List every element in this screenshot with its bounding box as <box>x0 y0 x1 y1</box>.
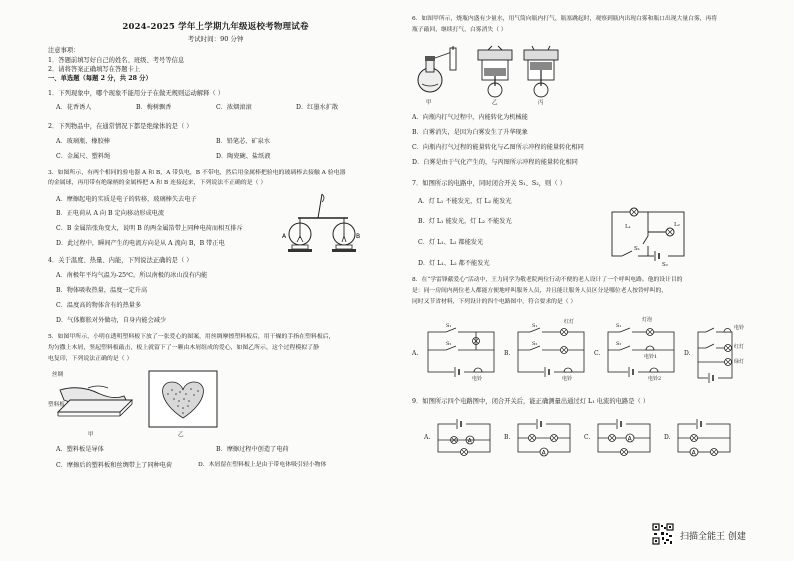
q8-letter-c: C. <box>594 350 601 357</box>
q2-option-a: A．玻璃瓶、橡胶棒 <box>56 138 110 145</box>
scanner-watermark <box>652 523 792 547</box>
q4-option-a: A．南极年平均气温为-25℃，所以南极的冰山没有内能 <box>56 272 208 279</box>
q4-option-c: C．温度高的物体含有的热量多 <box>56 302 142 309</box>
q8-a-s1: S₁ <box>446 323 452 329</box>
q8-stem-line-2: 是：同一房间内两位老人都能方便地呼叫服务人员，并且能让服务人员区分是哪位老人按铃呼叫的， <box>412 288 668 294</box>
q8-a-s2: S₂ <box>446 341 452 347</box>
svg-text:A: A <box>467 437 472 445</box>
q8-b-s1: S₁ <box>532 323 538 329</box>
q9-circuit-b <box>514 418 574 460</box>
section-heading: 一、单选题（每题 2 分，共 28 分） <box>48 75 152 82</box>
q9-letter-a: A. <box>424 434 431 441</box>
q6-stem-line-2: 瓶子敲回，继续打气，白雾消失（ ） <box>412 27 507 33</box>
q4-option-b: B．物体吸收热量，温度一定升高 <box>56 287 148 294</box>
q5-label-board: 塑料板 <box>48 402 65 408</box>
q8-c-lamp: 灯泡 <box>642 317 653 323</box>
q5-stem-line-2: 均匀撒上木屑，竖起塑料板敲击，板上就留下了一颗由木屑组成的爱心，如图乙所示，这个过程模拟了静 <box>48 345 319 351</box>
q8-c-s2: S₂ <box>616 341 622 347</box>
left-column <box>48 14 383 544</box>
q7-label-s2: S₂ <box>662 262 668 268</box>
q8-letter-b: B. <box>504 350 511 357</box>
q6-stem-line-1: 6．如图甲所示，烧瓶内盛有少量水，用气筒向瓶内打气，瓶塞跳起时，观察到瓶内出现白雾和瓶口出现大量白雾，再将 <box>412 16 718 22</box>
q8-circuit-c <box>604 328 678 380</box>
q8-c-s1: S₁ <box>616 323 622 329</box>
right-column <box>412 14 757 534</box>
qr-code-icon <box>652 523 674 545</box>
q2-option-b: B．铅笔芯、矿泉水 <box>216 138 271 145</box>
q8-c-bell1: 电铃1 <box>644 354 658 360</box>
q3-option-c: C．B 金属箔张角变大，说明 B 的两金属箔带上同种电荷而相互排斥 <box>56 225 243 232</box>
svg-text:A: A <box>541 449 546 457</box>
q9-stem: 9．如图所示四个电路图中，闭合开关后，能正确测量出通过灯 L₁ 电流的电路是（ ） <box>412 398 650 405</box>
q4-stem: 4．关于温度、热量、内能，下列说法正确的是（ ） <box>48 257 193 264</box>
q8-b-bell: 电铃 <box>562 376 573 382</box>
q9-letter-b: B. <box>504 434 511 441</box>
q1-option-d: D．红墨水扩散 <box>296 104 339 111</box>
svg-text:A: A <box>282 233 287 240</box>
q2-option-d: D．陶瓷碗、盐纸液 <box>216 153 271 160</box>
q7-option-d: D．灯 L₁、L₂ 都不能发光 <box>418 260 490 267</box>
q8-c-bell2: 电铃2 <box>648 376 662 382</box>
svg-text:B: B <box>356 233 361 240</box>
q3-option-d: D．此过程中，瞬间产生的电流方向是从 A 流向 B，B 带正电 <box>56 240 225 247</box>
q5-label-jia: 甲 <box>88 432 94 438</box>
q7-circuit <box>608 204 692 264</box>
q6-option-d: D．白雾是由于气化产生的，与丙图所示冲程的能量转化相同 <box>412 159 578 166</box>
q7-label-l2: L₂ <box>674 222 680 228</box>
q6-option-b: B．白雾消失，是因为白雾发生了升华现象 <box>412 129 528 136</box>
q9-circuit-a <box>434 418 494 460</box>
q8-circuit-b <box>514 328 588 380</box>
svg-text:A: A <box>691 449 696 457</box>
svg-text:A: A <box>627 435 632 443</box>
q8-stem-line-3: 同时又节省材料，下列设计的四个电路图中，符合要求的是（ ） <box>412 299 577 305</box>
q4-option-d: D．气体膨胀对外做功，自身内能会减少 <box>56 317 167 324</box>
q6-label-bing: 丙 <box>538 100 544 106</box>
q7-option-c: C．灯 L₁、L₂ 都能发光 <box>418 239 484 246</box>
q3-stem-line-1: 3．如图所示，有两个相同的验电器 A 和 B，A 带负电，B 不带电，然后用金属棒把验电的玻璃棒去接触 A 验电器 <box>48 170 346 176</box>
q8-letter-a: A. <box>412 350 419 357</box>
q1-option-b: B．梅树飘香 <box>136 104 172 111</box>
q5-label-yi: 乙 <box>178 432 184 438</box>
q7-label-s1: S₁ <box>634 246 640 252</box>
q9-letter-c: C. <box>584 434 591 441</box>
exam-title: 2024-2025 学年上学期九年级返校考物理试卷 <box>122 22 309 32</box>
q6-label-yi: 乙 <box>492 100 498 106</box>
q8-d-red: 红灯 <box>734 344 745 350</box>
q6-engine-yi-figure <box>474 46 516 98</box>
q3-stem-line-2: 的金属球，再用带有绝缘柄的金属棒把 A 和 B 连接起来，下列说法不正确的是（ ） <box>48 180 267 186</box>
q5-option-a: A．塑料板是导体 <box>56 446 104 453</box>
q6-option-a: A．向瓶内打气过程中，内能转化为机械能 <box>412 114 528 121</box>
q7-stem: 7．如图所示的电路中，同时闭合开关 S₁、S₂，则（ ） <box>412 180 566 187</box>
q7-option-b: B．灯 L₁ 能发光，灯 L₂ 不能发光 <box>418 218 512 225</box>
q8-a-bell: 电铃 <box>472 376 483 382</box>
q8-b-lamp: 红灯 <box>564 319 575 325</box>
q8-circuit-d <box>694 328 754 384</box>
q1-option-a: A．花香诱人 <box>56 104 92 111</box>
exam-time: 考试时间：90 分钟 <box>187 35 244 43</box>
q2-stem: 2．下列物品中，在通常情况下都是绝缘体的是（ ） <box>48 123 193 130</box>
q8-letter-d: D. <box>684 350 691 357</box>
q6-flask-figure <box>416 46 466 98</box>
q3-option-a: A．摩擦起电的实质是电子的转移，玻璃棒失去电子 <box>56 196 197 203</box>
q1-option-c: C．浓烟滚滚 <box>216 104 252 111</box>
q5-stem-line-3: 电复印，下列说法正确的是（ ） <box>48 356 133 362</box>
q8-circuit-a <box>424 328 498 380</box>
q5-option-d: D．木屑留在塑料板上是由于带电体吸引轻小物体 <box>198 462 327 468</box>
q8-d-green: 绿灯 <box>734 359 745 365</box>
q5-stem-line-1: 5．如图甲所示，小明在透明塑料板下放了一张爱心的图案，用丝绸摩擦塑料板后，用干燥的手指在塑料板后， <box>48 334 335 340</box>
q9-circuit-c <box>594 418 654 460</box>
q2-option-c: C．金属尺、塑料绳 <box>56 153 111 160</box>
q5-label-silk: 丝绸 <box>52 372 64 378</box>
q5-figure-yi <box>148 370 218 430</box>
q3-electroscope-figure <box>278 194 368 264</box>
q9-letter-d: D. <box>664 434 671 441</box>
note-2: 2．请将答案正确填写在答题卡上 <box>48 66 141 73</box>
q5-option-c: C．摩擦后的塑料板和丝绸带上了同种电荷 <box>56 462 173 469</box>
note-1: 1．答题前填写好自己的姓名、班级、考号等信息 <box>48 57 185 64</box>
q6-option-c: C．向瓶内打气过程的能量转化与乙图所示冲程的能量转化相同 <box>412 144 584 151</box>
q6-engine-bing-figure <box>520 46 562 98</box>
scanner-brand-text: 扫描全能王 创建 <box>680 532 746 542</box>
q8-stem-line-1: 8．在“学雷锋献爱心”活动中，王力同学为敬老院两位行动不便的老人设计了一个呼叫电路。他的设计目的 <box>412 277 683 283</box>
q3-option-b: B．正电荷从 A 向 B 定向移动形成电流 <box>56 210 165 217</box>
q1-stem: 1．下列现象中，哪个现象不能用分子在做无规则运动解释（ ） <box>48 90 225 97</box>
q8-b-s2: S₂ <box>532 341 538 347</box>
notes-heading: 注意事项： <box>48 47 80 54</box>
q8-d-bell: 电铃 <box>734 325 745 331</box>
q6-label-jia: 甲 <box>426 100 432 106</box>
q9-circuit-d <box>674 418 734 460</box>
q7-option-a: A．灯 L₁ 不能发光，灯 L₂ 能发光 <box>418 198 512 205</box>
q5-option-b: B．摩擦过程中创造了电荷 <box>216 446 289 453</box>
q7-label-l1: L₁ <box>625 224 631 230</box>
